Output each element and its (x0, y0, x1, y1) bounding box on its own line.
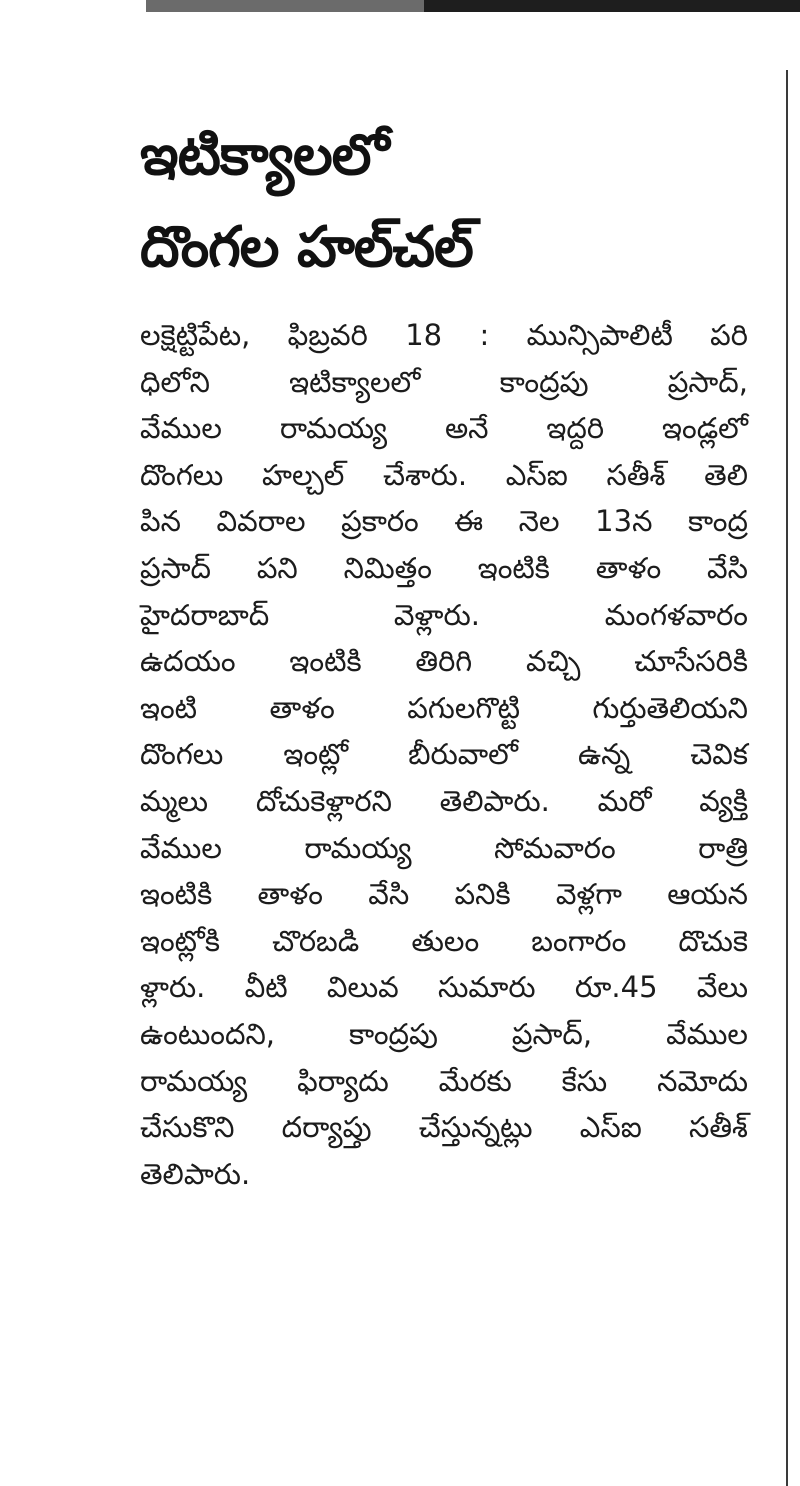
headline-line-1: ఇటిక్యాలలో (140, 123, 389, 188)
article-body (140, 312, 748, 1197)
body-line: ఇంటికి తాళం వేసి పనికి వెళ్లగా ఆయన (140, 877, 748, 912)
column-rule (786, 70, 788, 1486)
body-line: ఇంటి తాళం పగులగొట్టి గుర్తుతెలియని (140, 690, 748, 725)
headline-line-2: దొంగల హల్‌చల్ (140, 215, 473, 280)
body-line: ధిలోని ఇటిక్యాలలో కాంద్రపు ప్రసాద్, (140, 364, 748, 399)
body-line: ళ్లారు. వీటి విలువ సుమారు రూ.45 వేలు (140, 970, 748, 1005)
body-line: లక్షెట్టిపేట, ఫిబ్రవరి 18 : మున్సిపాలిటీ పరి (140, 318, 748, 352)
body-line: రామయ్య ఫిర్యాదు మేరకు కేసు నమోదు (140, 1063, 748, 1098)
body-line: చేసుకొని దర్యాప్తు చేస్తున్నట్లు ఎస్ఐ సతీశ్ (140, 1110, 748, 1145)
top-bar-right (424, 0, 800, 12)
body-line: ఉంటుందని, కాంద్రపు ప్రసాద్, వేముల (140, 1016, 748, 1051)
body-line: ప్రసాద్ పని నిమిత్తం ఇంటికి తాళం వేసి (140, 550, 748, 585)
headline (140, 110, 748, 294)
body-line: ఉదయం ఇంటికి తిరిగి వచ్చి చూసేసరికి (140, 644, 748, 679)
body-line: మ్మలు దోచుకెళ్లారని తెలిపారు. మరో వ్యక్తి (140, 783, 748, 818)
body-line: ఇంట్లోకి చొరబడి తులం బంగారం దొచుకె (140, 923, 748, 958)
body-line: వేముల రామయ్య అనే ఇద్దరి ఇండ్లలో (140, 411, 748, 446)
body-line: తెలిపారు. (140, 1156, 251, 1191)
news-article (140, 110, 748, 1197)
top-bar-left (146, 0, 424, 12)
body-line: హైదరాబాద్ వెళ్లారు. మంగళవారం (140, 597, 748, 632)
body-line: వేముల రామయ్య సోమవారం రాత్రి (140, 830, 748, 865)
body-line: దొంగలు ఇంట్లో బీరువాలో ఉన్న చెవిక (140, 737, 748, 772)
body-line: పిన వివరాల ప్రకారం ఈ నెల 13న కాంద్ర (140, 504, 748, 539)
body-line: దొంగలు హల్చల్ చేశారు. ఎస్ఐ సతీశ్ తెలి (140, 457, 748, 492)
